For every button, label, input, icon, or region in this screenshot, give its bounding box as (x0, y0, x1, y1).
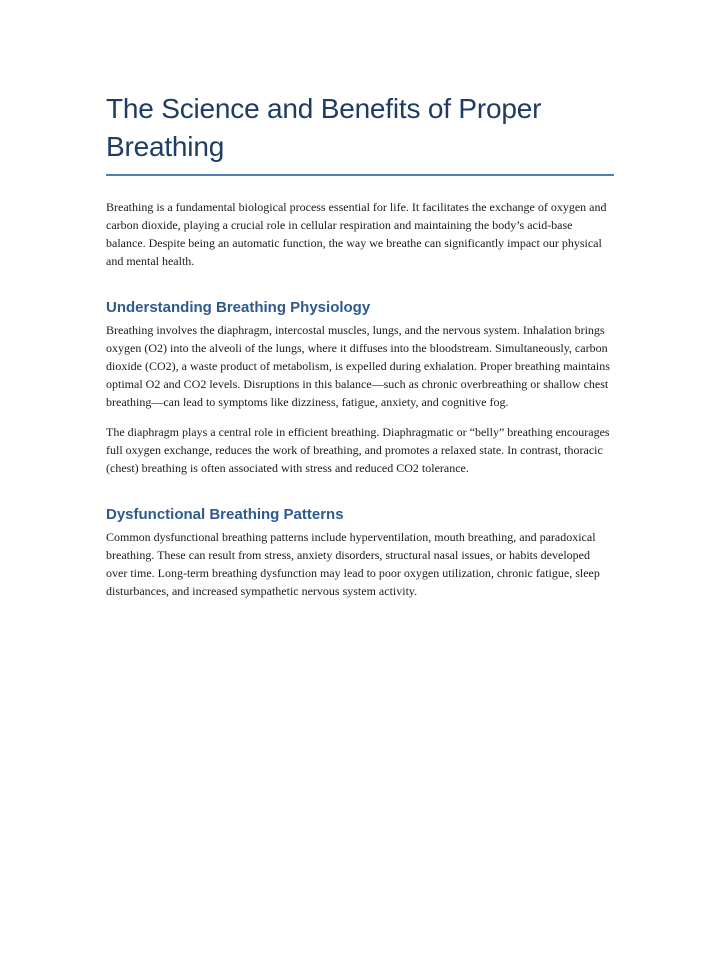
physiology-paragraph-1: Breathing involves the diaphragm, intercostal muscles, lungs, and the nervous system. Inhalation brings oxygen (O2) into the alveoli of the lungs, where it diffuses into the bloodstream. Simultaneously, carbon dioxide (CO2), a waste product of metabolism, is expelled during exhalation. Proper breathing maintains optimal O2 and CO2 levels. Disruptions in this balance—such as chronic overbreathing or shallow chest breathing—can lead to symptoms like dizziness, fatigue, anxiety, and cognitive fog. (106, 323, 610, 409)
dysfunctional-paragraph-1: Common dysfunctional breathing patterns include hyperventilation, mouth breathing, and paradoxical breathing. These can result from stress, anxiety disorders, structural nasal issues, or habits developed over time. Long-term breathing dysfunction may lead to poor oxygen utilization, chronic fatigue, sleep disturbances, and increased sympathetic nervous system activity. (106, 530, 600, 598)
intro-paragraph: Breathing is a fundamental biological process essential for life. It facilitates the exchange of oxygen and carbon dioxide, playing a crucial role in cellular respiration and maintaining the body’s acid-base balance. Despite being an automatic function, the way we breathe can significantly impact our physical and mental health. (106, 200, 607, 268)
title-underline-rule (106, 174, 614, 176)
physiology-paragraph-2: The diaphragm plays a central role in efficient breathing. Diaphragmatic or “belly” breathing encourages full oxygen exchange, reduces the work of breathing, and promotes a relaxed state. In contrast, thoracic (chest) breathing is often associated with stress and reduced CO2 tolerance. (106, 425, 610, 475)
section-heading-physiology: Understanding Breathing Physiology (106, 299, 371, 316)
section-heading-dysfunctional: Dysfunctional Breathing Patterns (106, 506, 344, 523)
document-title: The Science and Benefits of Proper Breathing (106, 93, 542, 162)
